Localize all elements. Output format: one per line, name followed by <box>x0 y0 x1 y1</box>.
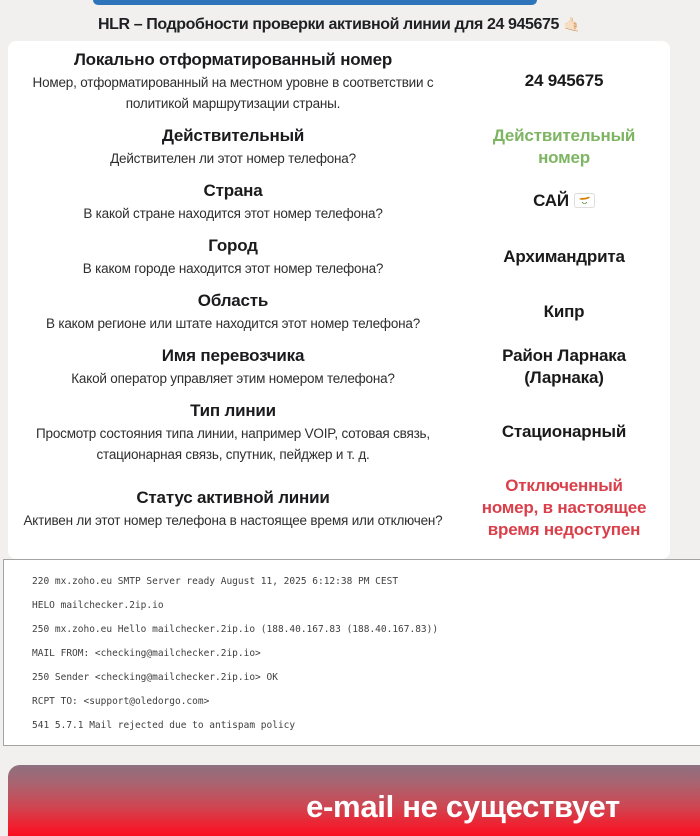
cyprus-flag-icon <box>574 192 595 214</box>
row-description: В каком регионе или штате находится этот номер телефона? <box>45 316 421 331</box>
smtp-log-line: MAIL FROM: <checking@mailchecker.2ip.io> <box>32 648 261 659</box>
row-value: Район Ларнака (Ларнака) <box>502 345 626 387</box>
row-label: Локально отформатированный номер <box>73 50 393 69</box>
row-label: Имя перевозчика <box>161 346 305 365</box>
row-label: Тип линии <box>190 401 276 420</box>
call-me-hand-emoji: 🤙🏻 <box>562 16 581 32</box>
row-value: 24 945675 <box>524 71 604 90</box>
row-value: Стационарный <box>501 422 627 441</box>
row-description: Действителен ли этот номер телефона? <box>110 151 356 166</box>
row-value-country: САЙ <box>533 190 595 214</box>
table-row <box>8 43 670 119</box>
table-row <box>8 119 670 174</box>
row-value-disconnected: Отключенный номер, в настоящее время недоступен <box>481 476 647 539</box>
smtp-log-line: 541 5.7.1 Mail rejected due to antispam policy <box>32 720 296 731</box>
table-row <box>8 394 670 470</box>
table-row <box>8 174 670 229</box>
row-description: Номер, отформатированный на местном уровне в соответствии с политикой маршрутизации страны. <box>32 75 434 111</box>
row-value: Кипр <box>543 301 585 321</box>
table-row <box>8 339 670 394</box>
row-label: Действительный <box>161 126 305 145</box>
table-row <box>8 284 670 339</box>
table-row <box>8 229 670 284</box>
smtp-log-line: 250 mx.zoho.eu Hello mailchecker.2ip.io (188.40.167.83 (188.40.167.83)) <box>32 624 439 635</box>
smtp-log-line: RCPT TO: <support@oledorgo.com> <box>32 696 210 707</box>
smtp-log-line: HELO mailchecker.2ip.io <box>32 600 164 611</box>
header-band <box>8 0 670 41</box>
smtp-log-box <box>3 559 700 746</box>
smtp-log-line: 220 mx.zoho.eu SMTP Server ready August 11, 2025 6:12:38 PM CEST <box>32 576 399 587</box>
row-description: Просмотр состояния типа линии, например VOIP, сотовая связь, стационарная связь, спутник, пейджер и т. д. <box>36 426 430 462</box>
row-description: В какой стране находится этот номер телефона? <box>83 206 383 221</box>
top-button-remnant[interactable] <box>93 0 537 5</box>
row-value: Архимандрита <box>503 246 625 266</box>
page-title <box>8 14 670 35</box>
row-label: Страна <box>203 181 263 200</box>
row-value-valid: Действительный номер <box>492 125 636 167</box>
email-not-exists-label: e-mail не существует <box>306 789 620 824</box>
row-description: Какой оператор управляет этим номером телефона? <box>71 371 395 386</box>
hlr-results-card <box>8 41 670 559</box>
email-not-exists-button[interactable] <box>8 765 700 836</box>
page-title-text: HLR – Подробности проверки активной линии для 24 945675 <box>97 16 559 33</box>
row-description: В каком городе находится этот номер телефона? <box>82 261 384 276</box>
table-row <box>8 470 670 555</box>
row-label: Область <box>197 291 269 310</box>
row-description: Активен ли этот номер телефона в настоящее время или отключен? <box>23 512 443 528</box>
smtp-log-line: 250 Sender <checking@mailchecker.2ip.io> OK <box>32 672 278 683</box>
row-label: Город <box>208 236 258 255</box>
row-label: Статус активной линии <box>136 487 330 507</box>
